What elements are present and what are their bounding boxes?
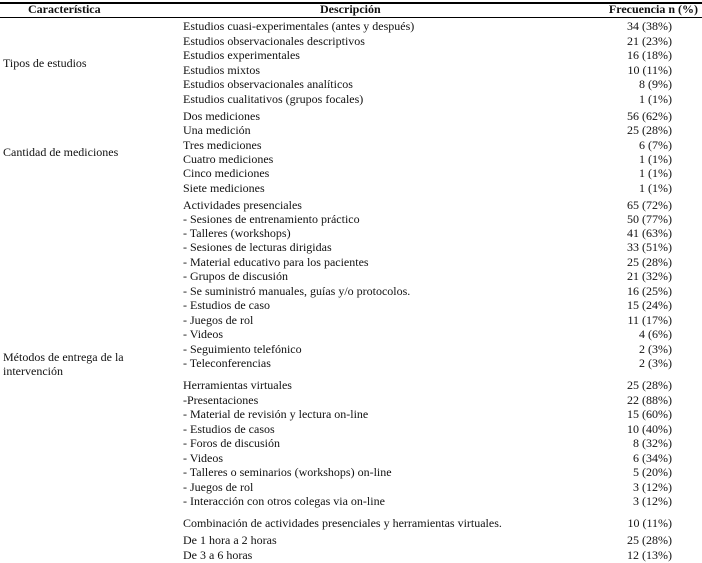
description-cell: - Estudios de caso [183, 298, 270, 312]
frequency-cell: 2 (3%) [639, 356, 672, 370]
frequency-cell: 25 (28%) [627, 533, 672, 547]
description-cell: - Juegos de rol [183, 480, 254, 494]
frequency-cell: 21 (23%) [627, 34, 672, 48]
description-cell: Estudios observacionales analíticos [183, 77, 353, 91]
description-cell: - Foros de discusión [183, 436, 280, 450]
description-cell: - Grupos de discusión [183, 269, 288, 283]
frequency-cell: 2 (3%) [639, 342, 672, 356]
characteristic-label: intervención [3, 364, 63, 378]
frequency-cell: 10 (11%) [627, 63, 672, 77]
frequency-cell: 8 (9%) [639, 77, 672, 91]
description-cell: - Material de revisión y lectura on-line [183, 407, 369, 421]
header-frequency: Frecuencia n (%) [608, 2, 698, 16]
frequency-cell: 50 (77%) [627, 212, 672, 226]
description-cell: - Material educativo para los pacientes [183, 255, 369, 269]
frequency-cell: 3 (12%) [633, 480, 672, 494]
description-cell: Estudios mixtos [183, 63, 261, 77]
description-cell: - Teleconferencias [183, 356, 271, 370]
description-cell: Estudios cuasi-experimentales (antes y después) [183, 19, 415, 33]
frequency-cell: 65 (72%) [627, 198, 672, 212]
description-cell: - Sesiones de lecturas dirigidas [183, 240, 332, 254]
frequency-cell: 1 (1%) [639, 166, 672, 180]
frequency-cell: 34 (38%) [627, 19, 672, 33]
description-cell: Una medición [183, 123, 251, 137]
frequency-cell: 15 (60%) [627, 407, 672, 421]
frequency-cell: 33 (51%) [627, 240, 672, 254]
frequency-cell: 8 (32%) [633, 436, 672, 450]
frequency-cell: 10 (40%) [627, 422, 672, 436]
frequency-cell: 41 (63%) [627, 226, 672, 240]
frequency-cell: 1 (1%) [639, 152, 672, 166]
description-cell: - Talleres o seminarios (workshops) on-line [183, 465, 392, 479]
description-cell: - Sesiones de entrenamiento práctico [183, 212, 360, 226]
description-cell: Siete mediciones [183, 181, 265, 195]
frequency-cell: 1 (1%) [639, 181, 672, 195]
header-characteristic: Característica [28, 2, 101, 16]
header-description: Descripción [320, 2, 381, 16]
frequency-cell: 16 (25%) [627, 284, 672, 298]
frequency-cell: 4 (6%) [639, 327, 672, 341]
frequency-cell: 22 (88%) [627, 393, 672, 407]
description-cell: - Videos [183, 451, 224, 465]
description-cell: -Presentaciones [183, 393, 259, 407]
frequency-cell: 25 (28%) [627, 123, 672, 137]
frequency-cell: 10 (11%) [627, 516, 672, 530]
description-cell: Estudios experimentales [183, 48, 300, 62]
frequency-cell: 56 (62%) [627, 109, 672, 123]
frequency-cell: 21 (32%) [627, 269, 672, 283]
description-cell: - Se suministró manuales, guías y/o protocolos. [183, 284, 411, 298]
description-cell: Actividades presenciales [183, 198, 302, 212]
description-cell: - Estudios de casos [183, 422, 275, 436]
frequency-cell: 3 (12%) [633, 494, 672, 508]
frequency-cell: 25 (28%) [627, 378, 672, 392]
frequency-cell: 15 (24%) [627, 298, 672, 312]
frequency-cell: 6 (7%) [639, 138, 672, 152]
frequency-cell: 12 (13%) [627, 548, 672, 562]
description-cell: Cuatro mediciones [183, 152, 274, 166]
description-cell: Herramientas virtuales [183, 378, 292, 392]
description-cell: Tres mediciones [183, 138, 262, 152]
frequency-cell: 6 (34%) [633, 451, 672, 465]
frequency-cell: 1 (1%) [639, 92, 672, 106]
frequency-cell: 25 (28%) [627, 255, 672, 269]
description-cell: - Seguimiento telefónico [183, 342, 302, 356]
characteristic-label: Cantidad de mediciones [3, 145, 119, 159]
description-cell: Cinco mediciones [183, 166, 270, 180]
frequency-cell: 16 (18%) [627, 48, 672, 62]
frequency-cell: 5 (20%) [633, 465, 672, 479]
description-cell: Estudios cualitativos (grupos focales) [183, 92, 364, 106]
description-cell: Estudios observacionales descriptivos [183, 34, 365, 48]
description-cell: Dos mediciones [183, 109, 260, 123]
description-cell: De 1 hora a 2 horas [183, 533, 277, 547]
description-cell: - Interacción con otros colegas via on-line [183, 494, 385, 508]
description-cell: - Videos [183, 327, 224, 341]
description-cell: De 3 a 6 horas [183, 548, 253, 562]
header-bottom-rule [0, 17, 702, 18]
description-cell: - Juegos de rol [183, 313, 254, 327]
characteristic-label: Tipos de estudios [3, 56, 87, 70]
description-cell: - Talleres (workshops) [183, 226, 291, 240]
characteristic-label: Métodos de entrega de la [3, 350, 124, 364]
frequency-cell: 11 (17%) [627, 313, 672, 327]
description-cell: Combinación de actividades presenciales y herramientas virtuales. [183, 516, 502, 530]
